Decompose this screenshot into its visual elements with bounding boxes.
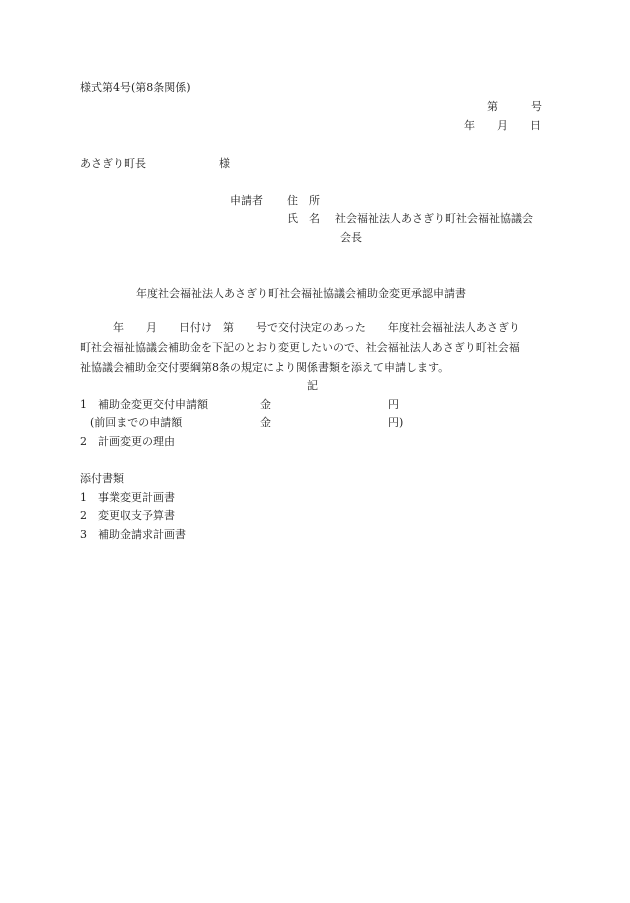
applicant-label: 申請者 — [230, 194, 263, 207]
item-1-sub-kin: 金 — [260, 416, 271, 429]
body-paragraph — [80, 318, 548, 378]
item-1-kin: 金 — [260, 398, 271, 411]
item-1-yen: 円 — [388, 398, 399, 411]
document-number: 第 号 — [487, 100, 542, 113]
body-line: 町社会福祉協議会補助金を下記のとおり変更したいので、社会福祉法人あさぎり町社会福 — [80, 341, 520, 354]
item-2-label: 2 計画変更の理由 — [80, 435, 175, 448]
addressee-name: あさぎり町長 — [80, 157, 146, 170]
document-date: 年 月 日 — [464, 119, 541, 132]
applicant-org-name: 社会福祉法人あさぎり町社会福祉協議会 — [335, 212, 533, 225]
address-label: 住 所 — [287, 194, 320, 207]
attachment-item: 1 事業変更計画書 — [80, 491, 175, 504]
applicant-title: 会長 — [340, 231, 362, 244]
body-line: 年 月 日付け 第 号で交付決定のあった 年度社会福祉法人あさぎり — [80, 321, 520, 334]
attachment-item: 2 変更収支予算書 — [80, 509, 175, 522]
attachments-heading: 添付書類 — [80, 472, 124, 485]
item-1-sub-label: (前回までの申請額 — [90, 416, 183, 429]
form-label: 様式第4号(第8条関係) — [80, 81, 191, 94]
item-1-label: 1 補助金変更交付申請額 — [80, 398, 208, 411]
document-title: 年度社会福祉法人あさぎり町社会福祉協議会補助金変更承認申請書 — [136, 287, 466, 300]
name-label: 氏 名 — [287, 212, 320, 225]
item-1-sub-yen: 円) — [388, 416, 404, 429]
addressee-honorific: 様 — [219, 157, 230, 170]
body-line: 祉協議会補助金交付要綱第8条の規定により関係書類を添えて申請します。 — [80, 361, 450, 374]
attachment-item: 3 補助金請求計画書 — [80, 528, 186, 541]
ki-label: 記 — [307, 379, 318, 392]
